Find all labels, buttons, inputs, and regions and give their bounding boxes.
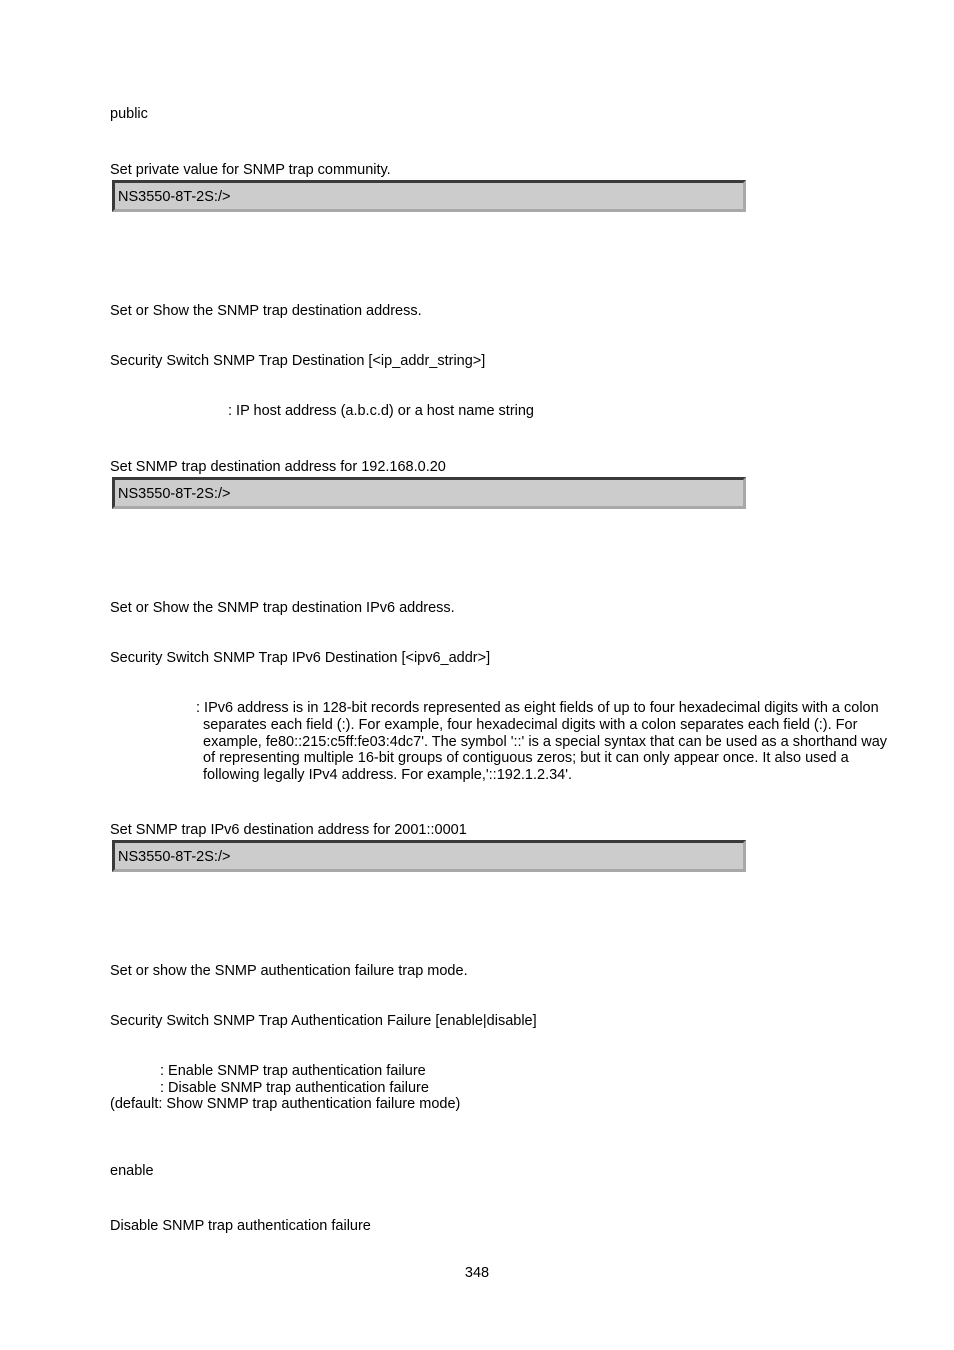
community-example-box <box>112 180 746 212</box>
community-default-value: public <box>110 106 148 122</box>
auth-param-enable: : Enable SNMP trap authentication failure <box>160 1063 426 1079</box>
destination-param-desc: : IP host address (a.b.c.d) or a host name string <box>228 403 534 419</box>
ipv6-param-line: example, fe80::215:c5ff:fe03:4dc7'. The symbol '::' is a special syntax that can be used as a shorthand way <box>203 733 888 750</box>
destination-syntax: Security Switch SNMP Trap Destination [<ip_addr_string>] <box>110 353 486 369</box>
destination-example-box <box>112 477 746 509</box>
cli-prompt: NS3550-8T-2S:/> <box>118 849 231 865</box>
auth-default-value: enable <box>110 1163 154 1179</box>
ipv6-param-line: : IPv6 address is in 128-bit records represented as eight fields of up to four hexadecimal digits with a colon <box>196 700 879 716</box>
ipv6-example-desc: Set SNMP trap IPv6 destination address for 2001::0001 <box>110 822 467 838</box>
ipv6-param-line: following legally IPv4 address. For example,'::192.1.2.34'. <box>203 767 573 784</box>
ipv6-param-desc <box>196 700 896 784</box>
cli-prompt: NS3550-8T-2S:/> <box>118 189 231 205</box>
ipv6-example-box <box>112 840 746 872</box>
page-number: 348 <box>464 1265 490 1281</box>
ipv6-description: Set or Show the SNMP trap destination IPv6 address. <box>110 600 455 616</box>
auth-syntax: Security Switch SNMP Trap Authentication Failure [enable|disable] <box>110 1013 537 1029</box>
auth-param-default: (default: Show SNMP trap authentication failure mode) <box>110 1096 461 1112</box>
auth-description: Set or show the SNMP authentication failure trap mode. <box>110 963 468 979</box>
auth-param-disable: : Disable SNMP trap authentication failure <box>160 1080 429 1096</box>
auth-example-desc: Disable SNMP trap authentication failure <box>110 1218 371 1234</box>
ipv6-param-line: separates each field (:). For example, four hexadecimal digits with a colon separates each field (:). For <box>203 716 858 733</box>
community-example-desc: Set private value for SNMP trap community. <box>110 162 391 178</box>
destination-description: Set or Show the SNMP trap destination address. <box>110 303 422 319</box>
cli-prompt: NS3550-8T-2S:/> <box>118 486 231 502</box>
ipv6-param-line: of representing multiple 16-bit groups of contiguous zeros; but it can only appear once. It also used a <box>203 750 849 767</box>
destination-example-desc: Set SNMP trap destination address for 192.168.0.20 <box>110 459 446 475</box>
ipv6-syntax: Security Switch SNMP Trap IPv6 Destination [<ipv6_addr>] <box>110 650 491 666</box>
